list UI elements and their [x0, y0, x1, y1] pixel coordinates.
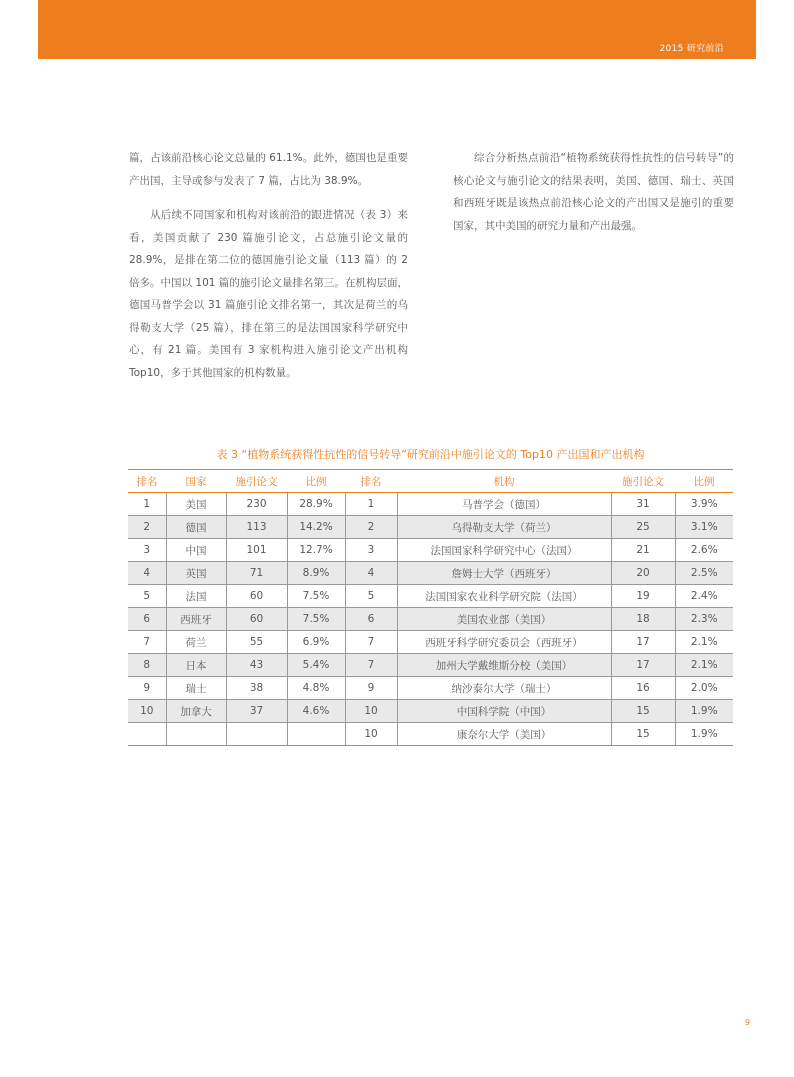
- cell-institution-rank: 4: [345, 562, 397, 585]
- cell-institution: 美国农业部（美国）: [397, 608, 611, 631]
- cell-institution-count: 31: [611, 493, 675, 516]
- cell-country-count: 55: [226, 631, 287, 654]
- left-column: [129, 147, 408, 384]
- table-row: [128, 585, 733, 608]
- cell-country-rank: 8: [128, 654, 166, 677]
- cell-institution-count: 20: [611, 562, 675, 585]
- right-column: [453, 147, 734, 237]
- table-row: [128, 631, 733, 654]
- cell-institution-ratio: 3.9%: [675, 493, 733, 516]
- cell-institution: 中国科学院（中国）: [397, 700, 611, 723]
- cell-country-ratio: [287, 723, 345, 746]
- header-institution-ratio: 比例: [675, 470, 733, 493]
- cell-institution-ratio: 1.9%: [675, 700, 733, 723]
- cell-institution-ratio: 2.5%: [675, 562, 733, 585]
- cell-country-ratio: 6.9%: [287, 631, 345, 654]
- cell-institution: 法国国家科学研究中心（法国）: [397, 539, 611, 562]
- left-paragraph-2: 从后续不同国家和机构对该前沿的跟进情况（表 3）来看，美国贡献了 230 篇施引论文，占总施引论文量的 28.9%，是排在第二位的德国施引论文量（113 篇）的 2 倍多。中国以 101 篇的施引论文量排名第三。在机构层面，德国马普学会以 31 篇施引论文排名第一，其次是荷兰的乌得勒支大学（25 篇），排在第三的是法国国家科学研究中心，有 21 篇。美国有 3 家机构进入施引论文产出机构 Top10，多于其他国家的机构数量。: [129, 209, 408, 379]
- cell-country-count: 60: [226, 608, 287, 631]
- table-row: [128, 516, 733, 539]
- cell-country-ratio: 7.5%: [287, 585, 345, 608]
- header-country: 国家: [166, 470, 226, 493]
- cell-institution-rank: 7: [345, 654, 397, 677]
- cell-institution-count: 17: [611, 654, 675, 677]
- cell-institution-ratio: 2.6%: [675, 539, 733, 562]
- cell-country-rank: 4: [128, 562, 166, 585]
- right-paragraph-1: 综合分析热点前沿“植物系统获得性抗性的信号转导”的核心论文与施引论文的结果表明，美国、德国、瑞士、英国和西班牙既是该热点前沿核心论文的产出国又是施引的重要国家，其中美国的研究力量和产出最强。: [453, 152, 734, 232]
- cell-country: 德国: [166, 516, 226, 539]
- cell-institution-rank: 7: [345, 631, 397, 654]
- cell-country-count: 230: [226, 493, 287, 516]
- cell-country-rank: 7: [128, 631, 166, 654]
- cell-institution: 加州大学戴维斯分校（美国）: [397, 654, 611, 677]
- cell-country-ratio: 12.7%: [287, 539, 345, 562]
- cell-institution-rank: 1: [345, 493, 397, 516]
- cell-country: 美国: [166, 493, 226, 516]
- cell-country-ratio: 14.2%: [287, 516, 345, 539]
- cell-country: 荷兰: [166, 631, 226, 654]
- table-row: [128, 562, 733, 585]
- table-row: [128, 539, 733, 562]
- cell-country-count: 60: [226, 585, 287, 608]
- table-header-row: [128, 470, 733, 493]
- cell-country-ratio: 7.5%: [287, 608, 345, 631]
- header-title: 2015 研究前沿: [659, 44, 724, 54]
- cell-country-ratio: 5.4%: [287, 654, 345, 677]
- table-row: [128, 723, 733, 746]
- cell-institution-ratio: 2.4%: [675, 585, 733, 608]
- table-caption: 表 3 “植物系统获得性抗性的信号转导”研究前沿中施引论文的 Top10 产出国和产出机构: [216, 448, 645, 461]
- cell-institution-ratio: 1.9%: [675, 723, 733, 746]
- cell-country-rank: 10: [128, 700, 166, 723]
- cell-institution: 乌得勒支大学（荷兰）: [397, 516, 611, 539]
- cell-institution-ratio: 2.1%: [675, 654, 733, 677]
- cell-country-count: [226, 723, 287, 746]
- cell-institution-count: 16: [611, 677, 675, 700]
- cell-country: 中国: [166, 539, 226, 562]
- cell-country: [166, 723, 226, 746]
- cell-country: 加拿大: [166, 700, 226, 723]
- left-paragraph-1: 篇，占该前沿核心论文总量的 61.1%。此外，德国也是重要产出国，主导或参与发表了 7 篇，占比为 38.9%。: [129, 152, 408, 187]
- cell-country: 瑞士: [166, 677, 226, 700]
- cell-institution-rank: 3: [345, 539, 397, 562]
- cell-institution-count: 25: [611, 516, 675, 539]
- table-row: [128, 677, 733, 700]
- cell-institution: 法国国家农业科学研究院（法国）: [397, 585, 611, 608]
- cell-country-ratio: 4.6%: [287, 700, 345, 723]
- cell-country-count: 37: [226, 700, 287, 723]
- cell-institution-rank: 10: [345, 723, 397, 746]
- header-rank: 排名: [345, 470, 397, 493]
- cell-country: 法国: [166, 585, 226, 608]
- header-bar: [38, 0, 756, 59]
- cell-institution-rank: 10: [345, 700, 397, 723]
- cell-institution-rank: 2: [345, 516, 397, 539]
- cell-institution-count: 19: [611, 585, 675, 608]
- table-row: [128, 654, 733, 677]
- cell-institution: 西班牙科学研究委员会（西班牙）: [397, 631, 611, 654]
- cell-institution-rank: 9: [345, 677, 397, 700]
- cell-country-rank: 9: [128, 677, 166, 700]
- citing-papers-table: [128, 469, 733, 746]
- cell-institution-rank: 5: [345, 585, 397, 608]
- cell-institution: 詹姆士大学（西班牙）: [397, 562, 611, 585]
- cell-institution-count: 21: [611, 539, 675, 562]
- cell-country: 英国: [166, 562, 226, 585]
- header-institution: 机构: [397, 470, 611, 493]
- cell-country: 西班牙: [166, 608, 226, 631]
- cell-country-count: 101: [226, 539, 287, 562]
- cell-country-rank: 6: [128, 608, 166, 631]
- cell-country: 日本: [166, 654, 226, 677]
- cell-institution-ratio: 2.1%: [675, 631, 733, 654]
- cell-country-count: 113: [226, 516, 287, 539]
- header-rank: 排名: [128, 470, 166, 493]
- cell-country-count: 71: [226, 562, 287, 585]
- cell-institution-ratio: 3.1%: [675, 516, 733, 539]
- header-country-ratio: 比例: [287, 470, 345, 493]
- cell-country-ratio: 4.8%: [287, 677, 345, 700]
- table-row: [128, 700, 733, 723]
- table-row: [128, 608, 733, 631]
- cell-country-ratio: 28.9%: [287, 493, 345, 516]
- cell-institution-count: 15: [611, 700, 675, 723]
- cell-institution-ratio: 2.3%: [675, 608, 733, 631]
- cell-country-rank: 3: [128, 539, 166, 562]
- page-number: 9: [745, 1018, 751, 1027]
- cell-institution-rank: 6: [345, 608, 397, 631]
- cell-institution-ratio: 2.0%: [675, 677, 733, 700]
- header-country-count: 施引论文: [226, 470, 287, 493]
- cell-institution: 纳沙泰尔大学（瑞士）: [397, 677, 611, 700]
- header-institution-count: 施引论文: [611, 470, 675, 493]
- cell-country-rank: 2: [128, 516, 166, 539]
- cell-institution-count: 15: [611, 723, 675, 746]
- table-row: [128, 493, 733, 516]
- cell-country-rank: [128, 723, 166, 746]
- cell-country-ratio: 8.9%: [287, 562, 345, 585]
- cell-country-rank: 1: [128, 493, 166, 516]
- cell-institution-count: 18: [611, 608, 675, 631]
- cell-country-rank: 5: [128, 585, 166, 608]
- cell-country-count: 43: [226, 654, 287, 677]
- cell-institution-count: 17: [611, 631, 675, 654]
- cell-institution: 马普学会（德国）: [397, 493, 611, 516]
- cell-country-count: 38: [226, 677, 287, 700]
- cell-institution: 康奈尔大学（美国）: [397, 723, 611, 746]
